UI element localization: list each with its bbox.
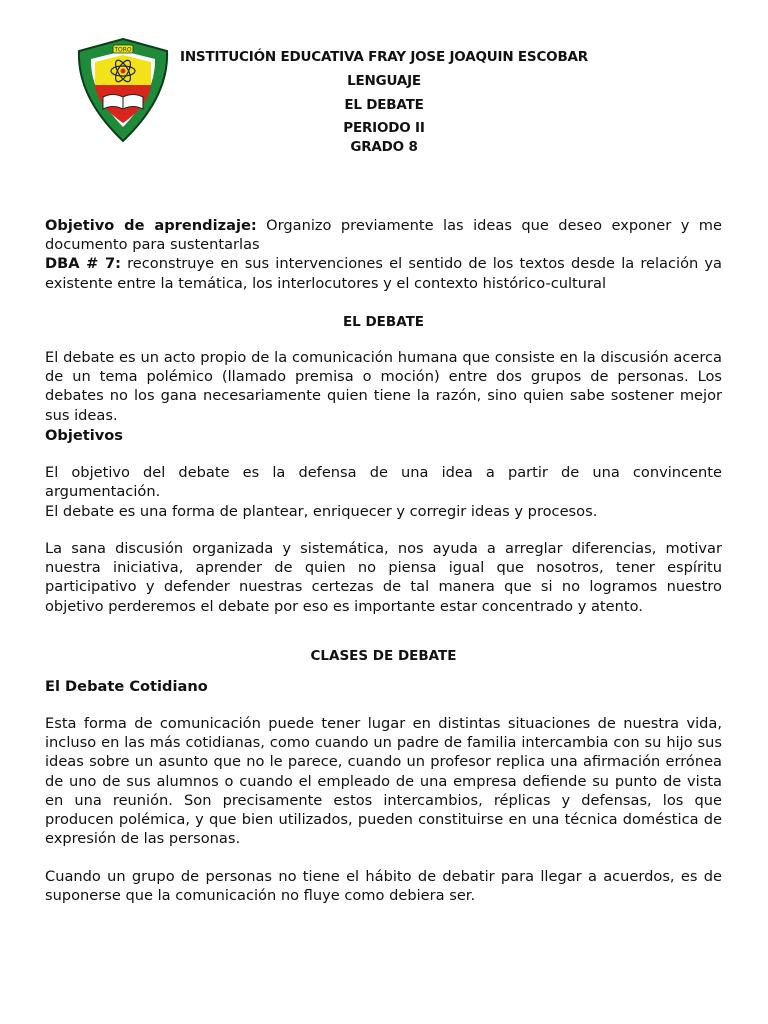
logo-motto: TORO <box>114 46 132 54</box>
objective-block <box>45 216 722 293</box>
section-title-classes: CLASES DE DEBATE <box>310 648 457 664</box>
section-title-debate: EL DEBATE <box>342 314 425 330</box>
cotidiano-heading: El Debate Cotidiano <box>45 678 208 695</box>
objective-text: Organizo previamente las ideas que deseo exponer y me documento para sustentarlas <box>45 217 722 254</box>
objectives-heading: Objetivos <box>45 427 123 444</box>
objectives-paragraph-3: La sana discusión organizada y sistemática, nos ayuda a arreglar diferencias, motivar nuestra iniciativa, aprender de quien no piensa igual que nosotros, tener espíritu participativo y defender nuestras certezas de tal manera que si no logramos nuestro objetivo perderemos el debate por eso es importante estar concentrado y atento. <box>45 540 722 615</box>
objective-label: Objetivo de aprendizaje: <box>45 217 257 234</box>
cotidiano-paragraph-1: Esta forma de comunicación puede tener lugar en distintas situaciones de nuestra vida, incluso en las más cotidianas, como cuando un padre de familia intercambia con su hijo sus ideas sobre un asunto que no le parece, cuando un profesor replica una afirmación errónea de uno de sus alumnos o cuando el empleado de una empresa defiende su punto de vista en una reunión. Son precisamente estos intercambios, réplicas y defensas, los que producen polémica, y que bien utilizados, pueden constituirse en una técnica doméstica de expresión de las personas. <box>45 715 722 848</box>
school-name: INSTITUCIÓN EDUCATIVA FRAY JOSE JOAQUIN ESCOBAR <box>180 49 588 65</box>
grade: GRADO 8 <box>350 139 418 155</box>
objective-paragraph <box>45 216 722 254</box>
definition-paragraph: El debate es un acto propio de la comunicación humana que consiste en la discusión acerca de un tema polémico (llamado premisa o moción) entre dos grupos de personas. Los debates no los gana necesariamente quien tiene la razón, sino quien sabe sostener mejor sus ideas. <box>45 349 722 424</box>
objectives-paragraph-2: El debate es una forma de plantear, enriquecer y corregir ideas y procesos. <box>45 503 598 520</box>
subject: LENGUAJE <box>347 73 421 89</box>
objectives-paragraph-1: El objetivo del debate es la defensa de una idea a partir de una convincente argumentación. <box>45 464 722 501</box>
topic: EL DEBATE <box>344 97 424 113</box>
dba-label: DBA # 7: <box>45 255 121 273</box>
period: PERIODO II <box>343 120 425 136</box>
dba-paragraph <box>45 254 722 292</box>
cotidiano-paragraph-2: Cuando un grupo de personas no tiene el hábito de debatir para llegar a acuerdos, es de suponerse que la comunicación no fluye como debiera ser. <box>45 868 722 905</box>
document-header <box>0 45 768 155</box>
dba-text: reconstruye en sus intervenciones el sentido de los textos desde la relación ya existente entre la temática, los interlocutores y el contexto histórico-cultural <box>45 255 722 292</box>
